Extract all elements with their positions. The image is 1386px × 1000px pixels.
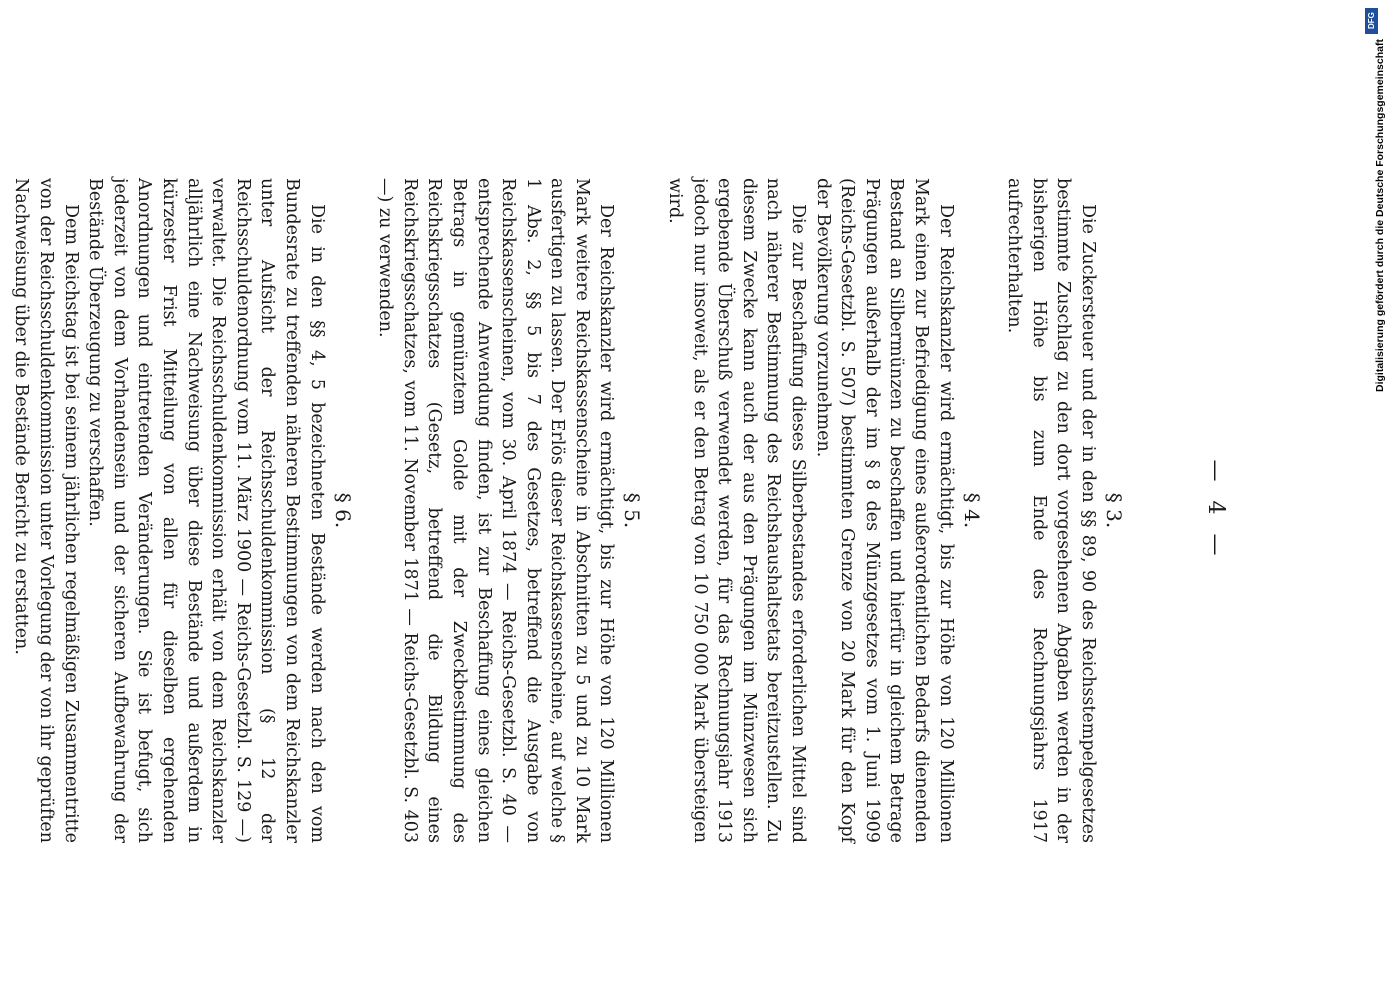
section-4: [663, 178, 986, 843]
paragraph: Die zur Beschaffung dieses Silberbestandes erforderlichen Mittel sind nach näherer Bestimmung des Reichshaushaltsetats bereitzustellen. Zu diesem Zwecke kann auch der aus den Prägungen im Münzwesen sich ergebende Überschuß verwendet werden, für das Rechnungsjahr 1913 jedoch nur insoweit, als er den Betrag von 10 750 000 Mark übersteigen wird.: [665, 178, 809, 843]
dfg-logo: DFG: [1365, 8, 1378, 34]
digitization-credit: Digitalisierung gefördert durch die Deutsche Forschungsgemeinschaft: [1374, 39, 1386, 392]
section-heading: § 4.: [959, 492, 984, 529]
paragraph: Dem Reichstag ist bei seinem jährlichen regelmäßigen Zusammentritte von der Reichsschuldenkommission unter Vorlegung der von ihr geprüften Nachweisung über die Bestände Bericht zu erstatten.: [11, 178, 81, 843]
document-body: [0, 178, 1228, 843]
paragraph: Der Reichskanzler wird ermächtigt, bis zur Höhe von 120 Millionen Mark einen zur Befriedigung eines außerordentlichen Bedarfs dienenden Bestand an Silbermünzen zu beschaffen und hierfür in gleichem Betrage Prägungen außerhalb der im § 8 des Münzgesetzes vom 1. Juni 1909 (Reichs-Gesetzbl. S. 507) bestimmten Grenze von 20 Mark für den Kopf der Bevölkerung vorzunehmen.: [812, 178, 956, 843]
section-3: [1002, 178, 1128, 843]
section-heading: § 6.: [330, 492, 355, 529]
page-number: — 4 —: [1203, 459, 1228, 562]
section-heading: § 5.: [620, 492, 645, 529]
section-5: [373, 178, 647, 843]
section-6: [9, 178, 357, 843]
paragraph: Die in den §§ 4, 5 bezeichneten Bestände werden nach den vom Bundesrate zu treffenden näheren Bestimmungen von dem Reichskanzler unter Aufsicht der Reichsschuldenkommission (§ 12 der Reichsschuldenordnung vom 11. März 1900 — Reichs-Gesetzbl. S. 129 —) verwaltet. Die Reichsschuldenkommission erhält von dem Reichskanzler alljährlich eine Nachweisung über diese Bestände und außerdem in kürzester Frist Mitteilung von allen für dieselben ergehenden Anordnungen und eintretenden Veränderungen. Sie ist befugt, sich jederzeit von dem Vorhandensein und der sicheren Aufbewahrung der Bestände Überzeugung zu verschaffen.: [85, 178, 327, 843]
section-heading: § 3.: [1102, 492, 1126, 529]
paragraph: Die Zuckersteuer und der in den §§ 89, 90 des Reichsstempelgesetzes bestimmte Zuschlag zu den dort vorgesehenen Abgaben werden in der bisherigen Höhe bis zum Ende des Rechnungsjahrs 1917 aufrechterhalten.: [1004, 178, 1098, 843]
paragraph: Der Reichskanzler wird ermächtigt, bis zur Höhe von 120 Millionen Mark weitere Reichskassenscheine in Abschnitten zu 5 und zu 10 Mark ausfertigen zu lassen. Der Erlös dieser Reichskassenscheine, auf welche § 1 Abs. 2, §§ 5 bis 7 des Gesetzes, betreffend die Ausgabe von Reichskassenscheinen, vom 30. April 1874 — Reichs-Gesetzbl. S. 40 — entsprechende Anwendung finden, ist zur Beschaffung eines gleichen Betrags in gemünztem Golde mit der Zweckbestimmung des Reichskriegsschatzes (Gesetz, betreffend die Bildung eines Reichskriegsschatzes, vom 11. November 1871 — Reichs-Gesetzbl. S. 403 —) zu verwenden.: [375, 178, 617, 843]
